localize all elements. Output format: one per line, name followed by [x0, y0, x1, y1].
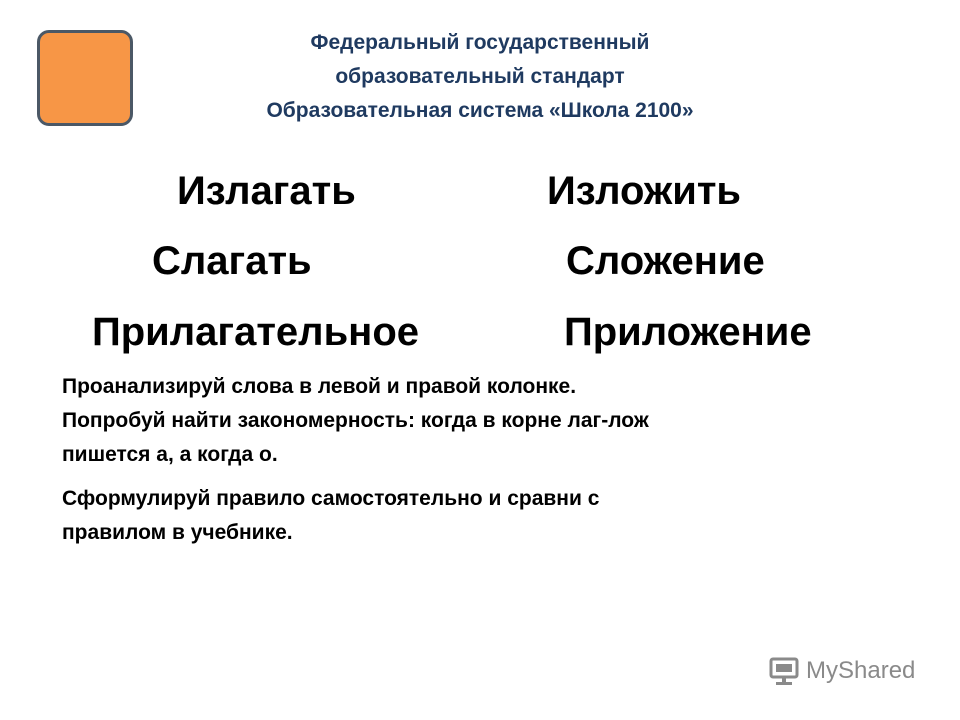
watermark-text: MyShared	[806, 657, 916, 684]
header-line-3: Образовательная система «Школа 2100»	[266, 99, 694, 122]
word-left-1: Излагать	[177, 169, 356, 213]
instruction-line-5: правилом в учебнике.	[62, 521, 293, 544]
orange-accent-square	[37, 30, 133, 126]
instruction-line-3: пишется а, а когда о.	[62, 443, 278, 466]
slide-header	[180, 26, 780, 128]
word-right-3: Приложение	[564, 310, 812, 354]
watermark	[768, 654, 915, 688]
word-left-3: Прилагательное	[92, 310, 420, 354]
instruction-line-1: Проанализируй слова в левой и правой колонке.	[62, 375, 577, 398]
instruction-line-2: Попробуй найти закономерность: когда в корне лаг-лож	[62, 409, 649, 432]
header-line-1: Федеральный государственный	[310, 31, 650, 54]
instruction-line-4: Сформулируй правило самостоятельно и сравни с	[62, 487, 600, 510]
presentation-screen-icon	[768, 655, 800, 687]
word-right-2: Сложение	[566, 239, 765, 283]
word-right-1: Изложить	[547, 169, 742, 213]
word-left-2: Слагать	[152, 239, 312, 283]
header-line-2: образовательный стандарт	[335, 65, 625, 88]
